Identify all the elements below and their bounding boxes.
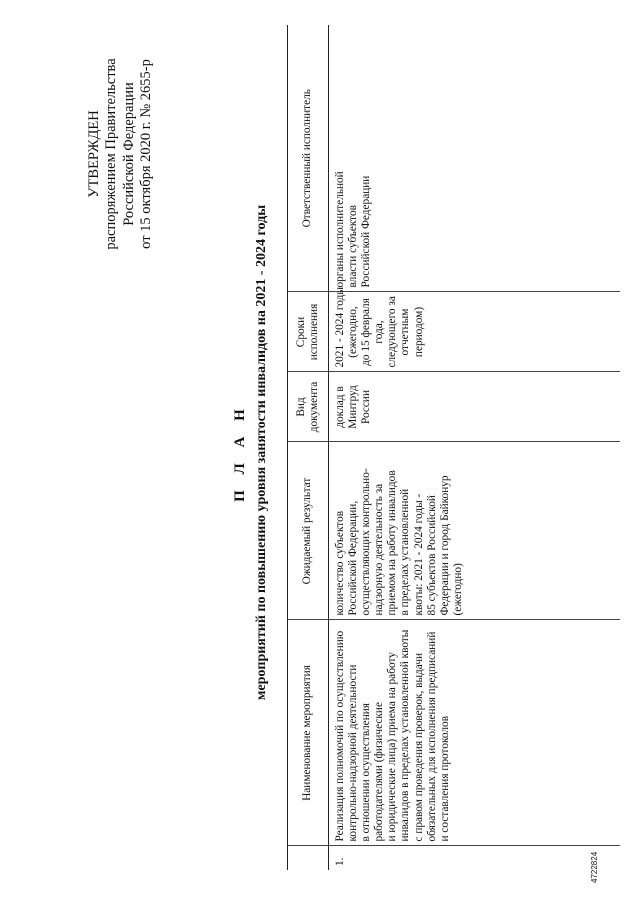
row-name-line: инвалидов в пределах установленной квоты bbox=[399, 629, 412, 842]
document-code: 4722824 bbox=[590, 851, 599, 883]
row-term-line: 2021 - 2024 годы bbox=[334, 287, 346, 368]
row-result-line: количество субъектов bbox=[334, 510, 346, 616]
approval-line-date: от 15 октября 2020 г. № 2655-р bbox=[138, 59, 155, 249]
plan-subtitle: мероприятий по повышению уровня занятости инвалидов на 2021 - 2024 годы bbox=[254, 204, 269, 701]
row-name bbox=[329, 620, 470, 846]
header-executor: Ответственный исполнитель bbox=[288, 25, 329, 292]
row-doc-line: России bbox=[360, 389, 373, 425]
approval-line-government: Российской Федерации bbox=[120, 82, 137, 226]
row-doc bbox=[329, 372, 470, 442]
row-result-line: (ежегодно) bbox=[451, 563, 464, 616]
row-name-line: и юридические лица) приема на работу bbox=[386, 652, 399, 842]
plan-title: П Л А Н bbox=[232, 403, 248, 502]
approval-stamp bbox=[86, 39, 156, 269]
table-header-row bbox=[288, 25, 329, 870]
row-result-line: Федерации и город Байконур bbox=[438, 475, 451, 616]
row-executor-line: органы исполнительной bbox=[334, 171, 346, 288]
row-name-line: Реализация полномочий по осуществлению bbox=[334, 630, 346, 842]
plan-table bbox=[287, 25, 620, 870]
row-term-line: до 15 февраля bbox=[360, 298, 373, 366]
row-result-line: Российской Федерации, bbox=[347, 500, 360, 616]
row-result-line: осуществляющих контрольно- bbox=[360, 468, 373, 616]
row-name-line: в отношении осуществления bbox=[360, 703, 373, 842]
row-term-line: следующего за bbox=[386, 296, 399, 368]
approval-heading: УТВЕРЖДЕН bbox=[86, 110, 102, 198]
header-result: Ожидаемый результат bbox=[288, 442, 329, 620]
table-row-spacer bbox=[470, 25, 620, 870]
row-doc-line: Минтруд bbox=[347, 385, 360, 429]
row-term-line: периодом) bbox=[412, 306, 425, 358]
header-name: Наименование мероприятия bbox=[288, 620, 329, 846]
row-executor bbox=[329, 25, 470, 292]
header-doc: Вид документа bbox=[288, 372, 329, 442]
row-term bbox=[329, 287, 470, 372]
row-name-line: работодателями (физические bbox=[373, 702, 386, 842]
row-executor-line: власти субъектов bbox=[347, 205, 360, 288]
header-term-line: Сроки bbox=[294, 316, 307, 348]
header-number bbox=[288, 846, 329, 870]
header-term-line: исполнения bbox=[308, 303, 320, 361]
row-result-line: квоты: 2021 - 2024 годы - bbox=[412, 493, 425, 616]
row-number: 1. bbox=[334, 857, 346, 866]
row-term-line: отчетным bbox=[399, 308, 412, 356]
header-term bbox=[288, 292, 329, 372]
row-term-line: года, bbox=[373, 320, 386, 344]
table-row bbox=[329, 25, 470, 870]
row-result-line: в пределах установленной bbox=[399, 488, 412, 616]
row-name-line: обязательных для исполнения предписаний bbox=[425, 631, 438, 842]
row-result-line: надзорную деятельность за bbox=[373, 483, 386, 616]
row-name-line: контрольно-надзорной деятельности bbox=[347, 664, 360, 842]
row-result-line: приемом на работу инвалидов bbox=[386, 470, 399, 616]
approval-line-order: распоряжением Правительства bbox=[103, 58, 120, 250]
row-term-line: (ежегодно, bbox=[347, 306, 360, 358]
row-name-line: и составления протоколов bbox=[438, 715, 451, 842]
row-doc-line: доклад в bbox=[334, 386, 346, 428]
row-result-line: 85 субъектов Российской bbox=[425, 495, 438, 616]
row-name-line: с правом проведения проверок, выдачи bbox=[412, 652, 425, 842]
row-result bbox=[329, 442, 470, 620]
row-executor-line: Российской Федерации bbox=[360, 175, 373, 288]
